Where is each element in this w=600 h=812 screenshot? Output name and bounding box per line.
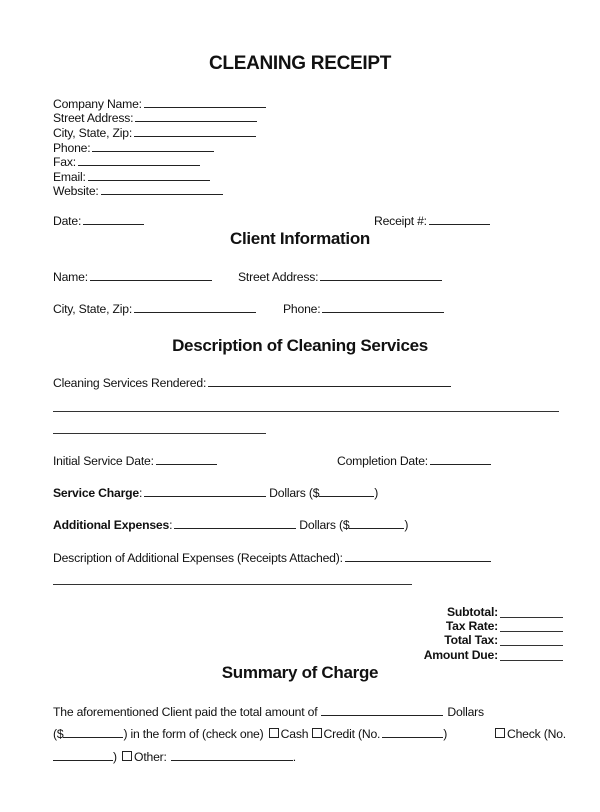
form-of-text: ) in the form of (check one) — [123, 727, 264, 741]
company-street-blank[interactable] — [135, 111, 257, 122]
additional-expenses-words-blank[interactable] — [174, 518, 296, 529]
summary-line-3 — [53, 750, 296, 764]
tax-rate-blank[interactable] — [500, 631, 563, 632]
service-charge-close-paren: ) — [374, 486, 379, 500]
check-close-paren: ) — [113, 750, 117, 764]
client-city-label: City, State, Zip: — [53, 302, 133, 316]
period: . — [292, 750, 296, 764]
other-label: Other: — [134, 750, 167, 764]
additional-expenses-description-blank[interactable] — [345, 551, 491, 562]
client-phone-blank[interactable] — [322, 302, 444, 313]
additional-expenses-amount-blank[interactable] — [349, 518, 404, 529]
client-city-blank[interactable] — [134, 302, 256, 313]
date-field[interactable] — [53, 214, 144, 228]
services-blank-line-3[interactable] — [53, 433, 266, 434]
credit-close-paren: ) — [443, 727, 448, 741]
service-charge-dollars-label: Dollars ($ — [269, 486, 320, 500]
additional-expenses-dollars-label: Dollars ($ — [299, 518, 350, 532]
amount-due-label: Amount Due: — [423, 648, 498, 662]
additional-expenses-description-label: Description of Additional Expenses (Receipts Attached): — [53, 551, 343, 565]
client-city-field[interactable] — [53, 302, 256, 316]
cash-label: Cash — [280, 727, 309, 741]
check-option — [493, 727, 566, 741]
services-heading: Description of Cleaning Services — [172, 336, 428, 355]
company-phone-blank[interactable] — [92, 141, 214, 152]
company-website-field[interactable] — [53, 184, 223, 198]
receipt-number-blank[interactable] — [429, 214, 490, 225]
company-city-field[interactable] — [53, 126, 256, 140]
company-email-blank[interactable] — [88, 170, 210, 181]
additional-expenses-field[interactable] — [53, 518, 408, 532]
company-city-label: City, State, Zip: — [53, 126, 133, 140]
summary-line-1 — [53, 705, 484, 719]
paid-text: The aforementioned Client paid the total amount of — [53, 705, 318, 719]
company-email-field[interactable] — [53, 170, 210, 184]
services-rendered-field[interactable] — [53, 376, 451, 390]
additional-expenses-colon: : — [169, 518, 173, 532]
subtotal-blank[interactable] — [500, 617, 563, 618]
company-fax-field[interactable] — [53, 155, 200, 169]
company-fax-blank[interactable] — [78, 155, 200, 166]
date-label: Date: — [53, 214, 82, 228]
check-label: Check (No. — [507, 727, 566, 741]
receipt-number-field[interactable] — [374, 214, 490, 228]
initial-service-date-field[interactable] — [53, 454, 217, 468]
client-name-label: Name: — [53, 270, 88, 284]
additional-expenses-label: Additional Expenses — [53, 518, 170, 532]
summary-line-2 — [53, 727, 447, 741]
summary-heading: Summary of Charge — [221, 663, 379, 682]
receipt-number-label: Receipt #: — [374, 214, 427, 228]
completion-date-label: Completion Date: — [337, 454, 428, 468]
service-charge-colon: : — [138, 486, 143, 500]
tax-rate-label: Tax Rate: — [445, 619, 498, 633]
company-website-blank[interactable] — [101, 184, 223, 195]
services-rendered-label: Cleaning Services Rendered: — [53, 376, 207, 390]
credit-number-blank[interactable] — [382, 727, 443, 738]
credit-checkbox[interactable] — [312, 728, 322, 738]
completion-date-blank[interactable] — [430, 454, 491, 465]
cash-checkbox[interactable] — [269, 728, 279, 738]
company-phone-label: Phone: — [53, 141, 91, 155]
client-information-heading: Client Information — [229, 229, 371, 248]
initial-service-date-blank[interactable] — [156, 454, 217, 465]
initial-service-date-label: Initial Service Date: — [53, 454, 154, 468]
company-fax-label: Fax: — [53, 155, 76, 169]
subtotal-label: Subtotal: — [446, 605, 498, 619]
company-website-label: Website: — [53, 184, 99, 198]
company-name-blank[interactable] — [144, 97, 266, 108]
total-tax-label: Total Tax: — [444, 633, 498, 647]
dollar-open: ($ — [53, 727, 64, 741]
completion-date-field[interactable] — [337, 454, 491, 468]
additional-expenses-close-paren: ) — [404, 518, 409, 532]
additional-expenses-description-line-2[interactable] — [53, 584, 412, 585]
service-charge-field[interactable] — [53, 486, 378, 500]
company-city-blank[interactable] — [134, 126, 256, 137]
company-email-label: Email: — [53, 170, 86, 184]
client-phone-label: Phone: — [283, 302, 321, 316]
other-blank[interactable] — [171, 750, 293, 761]
client-street-label: Street Address: — [238, 270, 319, 284]
company-name-label: Company Name: — [53, 97, 142, 111]
company-name-field[interactable] — [53, 97, 266, 111]
document-title: CLEANING RECEIPT — [208, 53, 392, 74]
client-name-blank[interactable] — [90, 270, 212, 281]
dollars-label: Dollars — [447, 705, 484, 719]
check-checkbox[interactable] — [495, 728, 505, 738]
client-street-field[interactable] — [238, 270, 442, 284]
client-street-blank[interactable] — [320, 270, 442, 281]
services-rendered-blank[interactable] — [208, 376, 451, 387]
company-phone-field[interactable] — [53, 141, 214, 155]
client-phone-field[interactable] — [283, 302, 444, 316]
client-name-field[interactable] — [53, 270, 212, 284]
company-street-label: Street Address: — [53, 111, 134, 125]
credit-label: Credit (No. — [323, 727, 381, 741]
total-tax-blank[interactable] — [500, 645, 563, 646]
service-charge-amount-blank[interactable] — [319, 486, 374, 497]
services-blank-line-2[interactable] — [53, 411, 559, 412]
service-charge-words-blank[interactable] — [144, 486, 266, 497]
additional-expenses-description-field[interactable] — [53, 551, 491, 565]
check-number-blank[interactable] — [53, 750, 113, 761]
other-checkbox[interactable] — [122, 751, 132, 761]
service-charge-label: Service Charge — [53, 486, 139, 500]
company-street-field[interactable] — [53, 111, 257, 125]
total-amount-words-blank[interactable] — [321, 705, 443, 716]
total-amount-blank[interactable] — [63, 727, 123, 738]
amount-due-blank[interactable] — [500, 660, 563, 661]
date-blank[interactable] — [83, 214, 144, 225]
